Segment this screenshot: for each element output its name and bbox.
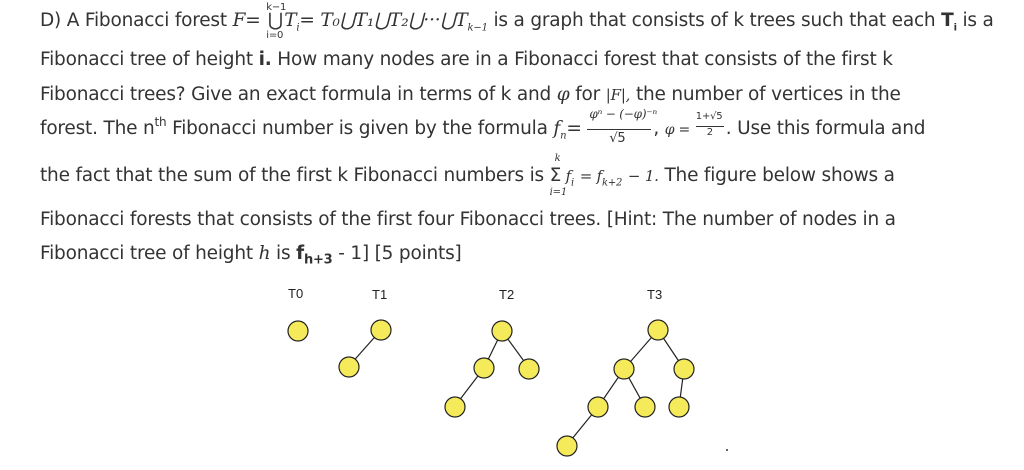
abs-f: |F|, xyxy=(605,86,631,104)
golden-ratio-denominator: 2 xyxy=(706,127,713,138)
t1-node-leaf xyxy=(339,357,359,377)
phi-symbol: φ xyxy=(556,84,570,105)
sum-tail: − 1. xyxy=(627,167,659,185)
union-upper-limit: k−1 xyxy=(266,2,287,13)
line1-intro: A Fibonacci forest xyxy=(66,10,227,31)
tree-ti-sub: i xyxy=(296,22,300,34)
sigma-symbol: Σ xyxy=(549,165,562,186)
golden-ratio-numerator: 1+√5 xyxy=(695,111,723,122)
t3-node-rl xyxy=(669,397,689,417)
line6-text: Fibonacci forests that consists of the first four Fibonacci trees. [Hint: The number of nodes in a xyxy=(40,209,896,230)
line1-middle: is a graph that consists of k trees such that each xyxy=(493,10,936,31)
sum-term: f xyxy=(565,167,572,185)
line3-for: for xyxy=(575,84,601,105)
problem-label: D) xyxy=(40,10,62,31)
union-chain: = T₀⋃T₁⋃T₂⋃···⋃T xyxy=(299,10,468,31)
t3-node-ll xyxy=(588,397,608,417)
fn-sub: n xyxy=(560,130,567,142)
line2-i: i. xyxy=(258,49,272,70)
union-symbol: ⋃ xyxy=(267,10,283,31)
t2-node-right xyxy=(519,359,539,379)
fn-symbol: f xyxy=(553,118,561,139)
t2-node-root xyxy=(492,321,512,341)
line3-rest: the number of vertices in the xyxy=(635,84,901,105)
line1-end: is a xyxy=(962,10,994,31)
union-chain-sub: k−1 xyxy=(467,22,488,34)
t3-node-lll xyxy=(557,436,577,456)
binet-denominator: √5 xyxy=(609,131,626,146)
tree-label-t0: T0 xyxy=(288,286,304,301)
t2-node-left xyxy=(474,358,494,378)
t3-node-left xyxy=(614,359,634,379)
t1-node-root xyxy=(371,320,391,340)
sum-lower-limit: i=1 xyxy=(549,187,567,198)
line7-f: f xyxy=(296,243,304,264)
bold-ti: T xyxy=(941,10,954,31)
phi-definition: φ = xyxy=(664,122,691,138)
line7-f-sub: h+3 xyxy=(303,252,333,268)
tree-ti: T xyxy=(284,10,297,31)
line7-is: is xyxy=(276,243,291,264)
line5-start: the fact that the sum of the first k Fibonacci numbers is xyxy=(40,165,544,186)
bold-ti-sub: i xyxy=(953,22,957,34)
binet-numerator: φⁿ − (−φ)⁻ⁿ xyxy=(589,107,658,121)
line4-middle: Fibonacci number is given by the formula xyxy=(172,118,548,139)
fn-equals: = xyxy=(566,118,582,139)
tree-label-t3: T3 xyxy=(647,287,663,302)
union-lower-limit: i=0 xyxy=(266,30,284,41)
phi-period: . xyxy=(725,118,732,139)
line7-start: Fibonacci tree of height xyxy=(40,243,253,264)
t0-node-root xyxy=(288,321,308,341)
sum-equals: = f xyxy=(579,167,602,185)
t2-node-leftleft xyxy=(445,397,465,417)
line5-end: The figure below shows a xyxy=(664,165,895,186)
line4-th: th xyxy=(154,115,167,129)
line7-end: - 1] [5 points] xyxy=(338,243,462,264)
line7-h: h xyxy=(258,243,271,264)
equals-sign: = xyxy=(245,10,261,31)
line3-start: Fibonacci trees? Give an exact formula in terms of k and xyxy=(40,84,552,105)
binet-comma: , xyxy=(653,118,660,139)
t3-node-lr xyxy=(635,397,655,417)
line2-rest: How many nodes are in a Fibonacci forest that consists of the first k xyxy=(277,49,893,70)
sum-term-sub: i xyxy=(571,177,575,189)
line4-start: forest. The n xyxy=(40,118,155,139)
sum-upper-limit: k xyxy=(554,153,561,164)
sum-equals-sub: k+2 xyxy=(602,177,623,189)
forest-variable: F xyxy=(232,10,246,31)
tree-label-t2: T2 xyxy=(499,287,515,302)
stray-dot xyxy=(726,449,728,451)
t3-node-right xyxy=(674,359,694,379)
t3-node-root xyxy=(648,320,668,340)
line2-start: Fibonacci tree of height xyxy=(40,49,253,70)
line4-end: Use this formula and xyxy=(737,118,926,139)
tree-label-t1: T1 xyxy=(372,287,388,302)
